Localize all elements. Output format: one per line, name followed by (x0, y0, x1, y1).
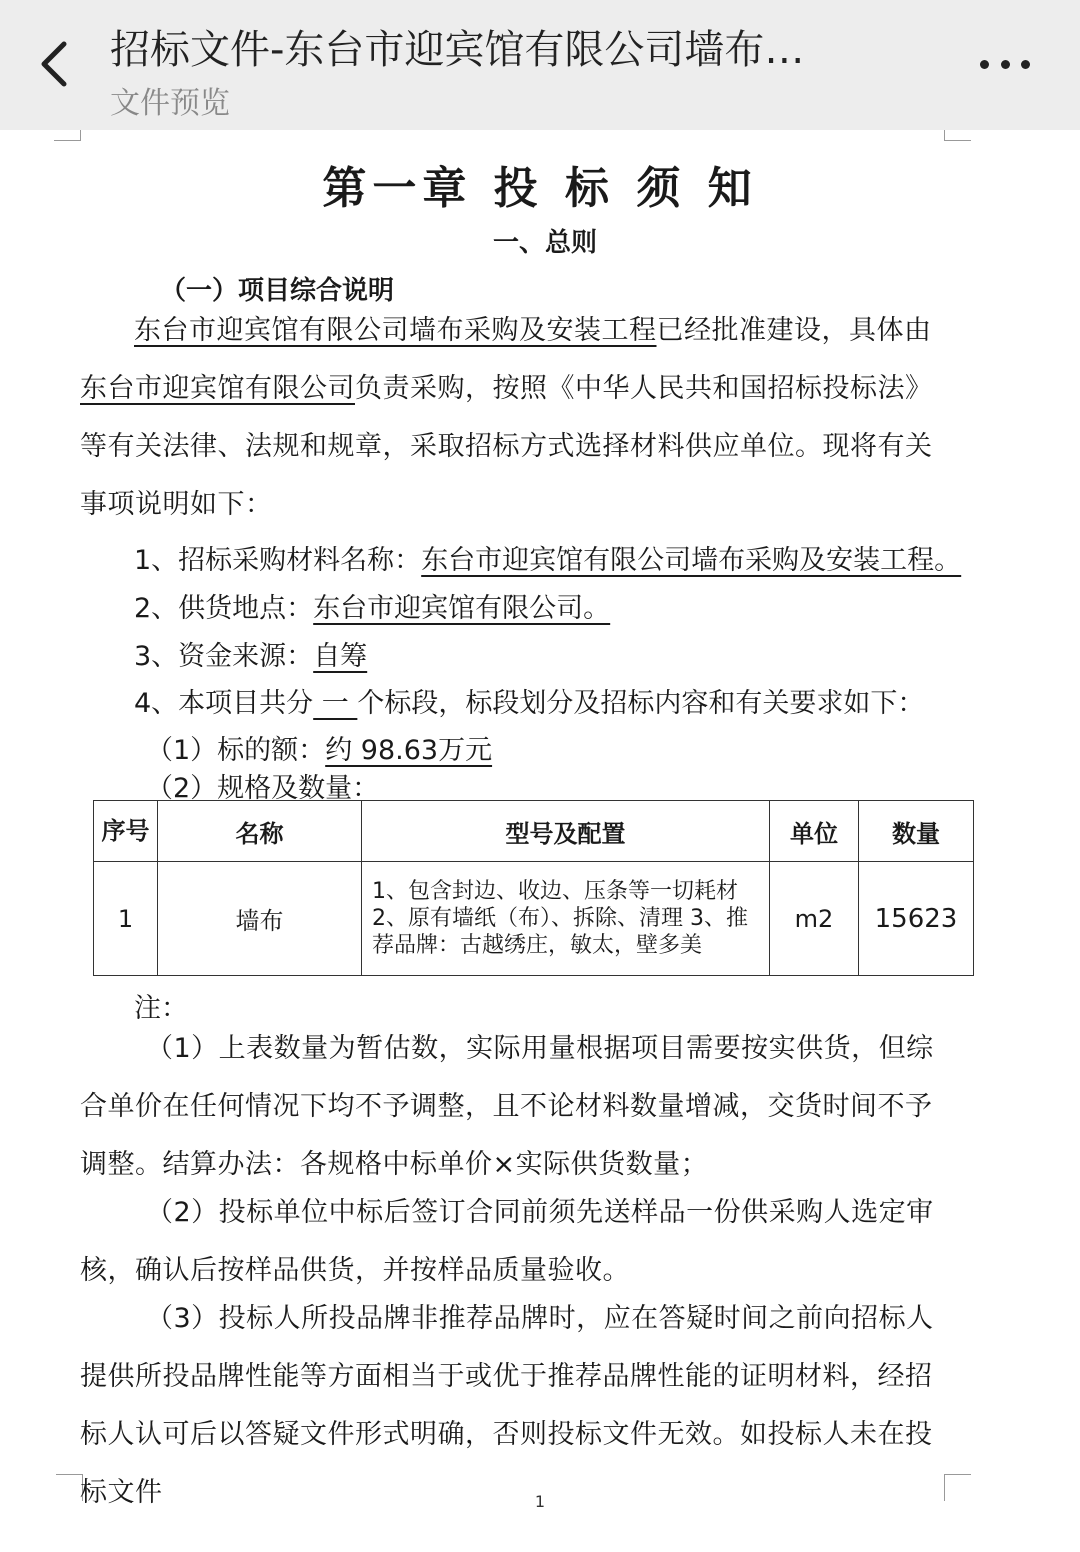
subsection-title: （一）项目综合说明 (160, 276, 395, 306)
note-1: （1）上表数量为暂估数，实际用量根据项目需要按实供货，但综合单价在任何情况下均不予调整，且不论材料数量增减，交货时间不予调整。结算办法：各规格中标单价×实际供货数量； (80, 1033, 934, 1180)
intro-paragraph (80, 302, 950, 534)
header-config: 型号及配置 (362, 801, 770, 862)
document-subtitle: 文件预览 (110, 86, 230, 121)
note-3: （3）投标人所投品牌非推荐品牌时，应在答疑时间之前向招标人提供所投品牌性能等方面相当于或优于推荐品牌性能的证明材料，经招标人认可后以答疑文件形式明确，否则投标文件无效。如投标人未在投标文件 (80, 1303, 934, 1508)
item-4-count: 一 (313, 688, 358, 719)
spec-table (93, 800, 974, 976)
cell-unit: m2 (770, 862, 859, 976)
header-qty: 数量 (859, 801, 974, 862)
page-corner-mark (944, 130, 971, 141)
section-title: 一、总则 (492, 228, 597, 258)
buyer-name-start: 东 (80, 373, 108, 404)
sub-item-1-value: 约 98.63万元 (325, 735, 493, 766)
cell-name: 墙布 (158, 862, 362, 976)
more-options-icon[interactable] (980, 52, 1030, 76)
item-4-text: 4、本项目共分 (134, 688, 314, 719)
buyer-name: 台市迎宾馆有限公司 (107, 373, 355, 404)
header-name: 名称 (158, 801, 362, 862)
sub-item-2: （2）规格及数量： (146, 773, 380, 804)
item-4-text-rest: 个标段，标段划分及招标内容和有关要求如下： (357, 688, 925, 719)
table-row (94, 862, 974, 976)
item-2-label: 2、供货地点： (134, 593, 314, 624)
header-no: 序号 (94, 801, 158, 862)
document-title: 招标文件-东台市迎宾馆有限公司墙布… (110, 27, 805, 73)
header-unit: 单位 (770, 801, 859, 862)
note-label: 注： (134, 993, 188, 1024)
item-1-label: 1、招标采购材料名称： (134, 545, 422, 576)
page-number: 1 (534, 1492, 546, 1511)
item-3-label: 3、资金来源： (134, 641, 314, 672)
page-corner-mark (54, 130, 81, 141)
intro-text: 已经批准建设，具体由 (656, 315, 932, 346)
cell-config: 1、包含封边、收边、压条等一切耗材 2、原有墙纸（布）、拆除、清理 3、推荐品牌：古越绣庄，敏太，壁多美 (362, 862, 770, 976)
cell-no: 1 (94, 862, 158, 976)
item-1-value: 东台市迎宾馆有限公司墙布采购及安装工程。 (421, 545, 962, 576)
item-2 (134, 586, 610, 625)
item-3-value: 自筹 (313, 641, 368, 672)
cell-qty: 15623 (859, 862, 974, 976)
project-name: 东台市迎宾馆有限公司墙布采购及安装工程 (134, 315, 657, 346)
table-header-row (94, 801, 974, 862)
note-2: （2）投标单位中标后签订合同前须先送样品一份供采购人选定审核，确认后按样品供货，并按样品质量验收。 (80, 1197, 934, 1286)
item-2-value: 东台市迎宾馆有限公司。 (313, 593, 611, 624)
top-bar (0, 0, 1080, 130)
chapter-title: 第一章 投 标 须 知 (322, 163, 758, 214)
sub-item-1-label: （1）标的额： (146, 735, 326, 766)
intro-text-rest: 负责采购，按照《中华人民共和国招标投标法》等有关法律、法规和规章，采取招标方式选择材料供应单位。现将有关事项说明如下： (80, 373, 933, 520)
item-1 (134, 538, 961, 577)
item-3 (134, 634, 367, 673)
sub-item-1 (146, 728, 492, 767)
back-icon[interactable] (32, 34, 78, 94)
item-4 (134, 681, 924, 720)
document-page[interactable] (0, 130, 1080, 1552)
